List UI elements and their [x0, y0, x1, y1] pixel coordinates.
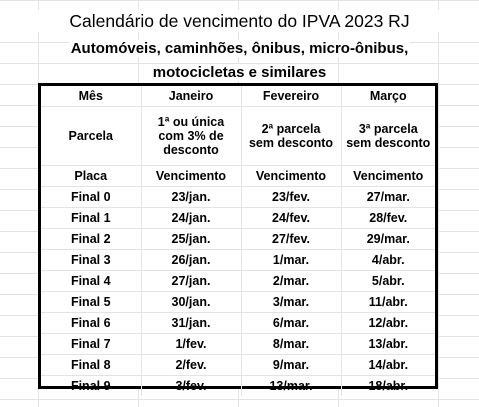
table-row — [41, 292, 435, 313]
vencimento-date-cell[interactable]: 6/mar. — [241, 313, 341, 334]
vencimento-date-cell[interactable]: 5/abr. — [341, 271, 435, 292]
vencimento-date-cell[interactable]: 29/mar. — [341, 229, 435, 250]
vencimento-date-cell[interactable]: 14/abr. — [341, 355, 435, 376]
vencimento-date-cell[interactable]: 27/jan. — [141, 271, 241, 292]
vencimento-date-cell[interactable]: 2/fev. — [141, 355, 241, 376]
vencimento-date-cell[interactable]: 23/jan. — [141, 187, 241, 208]
placa-cell[interactable]: Final 0 — [41, 187, 141, 208]
ipva-calendar-table — [41, 86, 435, 396]
parcela-row — [41, 107, 435, 166]
vencimento-date-cell[interactable]: 27/mar. — [341, 187, 435, 208]
month-cell-march[interactable]: Março — [341, 86, 435, 107]
vencimento-date-cell[interactable]: 23/fev. — [241, 187, 341, 208]
placa-cell[interactable]: Final 3 — [41, 250, 141, 271]
vencimento-date-cell[interactable]: 2/mar. — [241, 271, 341, 292]
parcela-cell-1[interactable] — [141, 107, 241, 166]
parcela-cell-3[interactable] — [341, 107, 435, 166]
vencimento-date-cell[interactable]: 26/jan. — [141, 250, 241, 271]
placa-cell[interactable]: Final 9 — [70, 379, 111, 393]
vencimento-date-cell[interactable]: 1/mar. — [241, 250, 341, 271]
vencimento-date-cell[interactable]: 12/abr. — [341, 313, 435, 334]
table-row — [41, 313, 435, 334]
placa-cell[interactable]: Final 6 — [41, 313, 141, 334]
vencimento-date-cell[interactable]: 24/fev. — [241, 208, 341, 229]
month-cell-february[interactable]: Fevereiro — [241, 86, 341, 107]
vencimento-date-cell[interactable]: 27/fev. — [241, 229, 341, 250]
parcela-2-line-1: 2ª parcela — [261, 122, 321, 136]
parcela-label-cell[interactable]: Parcela — [41, 107, 141, 166]
vencimento-label-cell-2[interactable]: Vencimento — [241, 166, 341, 187]
parcela-2-line-2: sem desconto — [248, 136, 334, 150]
parcela-3-line-2: sem desconto — [346, 136, 431, 150]
vencimento-label-cell-1[interactable]: Vencimento — [141, 166, 241, 187]
table-row — [41, 355, 435, 376]
placa-cell[interactable]: Final 2 — [41, 229, 141, 250]
table-row — [41, 334, 435, 355]
table-row — [41, 271, 435, 292]
parcela-cell-2[interactable] — [241, 107, 341, 166]
vencimento-date-cell[interactable]: 25/jan. — [141, 229, 241, 250]
month-cell-january[interactable]: Janeiro — [141, 86, 241, 107]
subtitle-line-1-text: Automóveis, caminhões, ônibus, micro-ônibus, — [70, 40, 409, 57]
placa-cell[interactable]: Final 4 — [41, 271, 141, 292]
placa-label-cell[interactable]: Placa — [41, 166, 141, 187]
parcela-1-line-2: com 3% de — [158, 129, 224, 143]
parcela-1-line-1: 1ª ou única — [157, 115, 225, 129]
vencimento-date-cell[interactable]: 13/abr. — [341, 334, 435, 355]
vencimento-date-cell[interactable]: 24/jan. — [141, 208, 241, 229]
table-row — [41, 250, 435, 271]
ipva-calendar-table-border — [38, 83, 438, 393]
vencimento-date-cell[interactable]: 3/fev. — [141, 376, 241, 397]
vencimento-date-cell[interactable]: 4/abr. — [341, 250, 435, 271]
table-row — [41, 229, 435, 250]
subtitle-line-1 — [0, 38, 479, 60]
subtitle-line-2-text: motocicletas e similares — [152, 64, 327, 81]
placa-header-row — [41, 166, 435, 187]
placa-cell[interactable]: Final 1 — [41, 208, 141, 229]
vencimento-date-cell[interactable]: 3/mar. — [241, 292, 341, 313]
placa-cell[interactable]: Final 5 — [41, 292, 141, 313]
vencimento-date-cell[interactable]: 8/mar. — [241, 334, 341, 355]
parcela-3-line-1: 3ª parcela — [358, 122, 418, 136]
page-title: Calendário de vencimento do IPVA 2023 RJ — [0, 10, 479, 32]
vencimento-date-cell[interactable]: 9/mar. — [241, 355, 341, 376]
vencimento-date-cell[interactable]: 18/abr. — [341, 376, 435, 397]
table-row — [41, 187, 435, 208]
subtitle-line-2 — [0, 62, 479, 84]
placa-cell[interactable]: Final 8 — [41, 355, 141, 376]
month-header-row — [41, 86, 435, 107]
table-row — [41, 376, 435, 397]
table-row — [41, 208, 435, 229]
vencimento-label-cell-3[interactable]: Vencimento — [341, 166, 435, 187]
vencimento-date-cell[interactable]: 30/jan. — [141, 292, 241, 313]
vencimento-date-cell[interactable]: 31/jan. — [141, 313, 241, 334]
placa-cell[interactable]: Final 7 — [41, 334, 141, 355]
vencimento-date-cell[interactable]: 11/abr. — [341, 292, 435, 313]
vencimento-date-cell[interactable]: 13/mar. — [241, 376, 341, 397]
vencimento-date-cell[interactable]: 28/fev. — [341, 208, 435, 229]
month-label-cell[interactable]: Mês — [41, 86, 141, 107]
vencimento-date-cell[interactable]: 1/fev. — [141, 334, 241, 355]
parcela-1-line-3: desconto — [163, 143, 219, 157]
